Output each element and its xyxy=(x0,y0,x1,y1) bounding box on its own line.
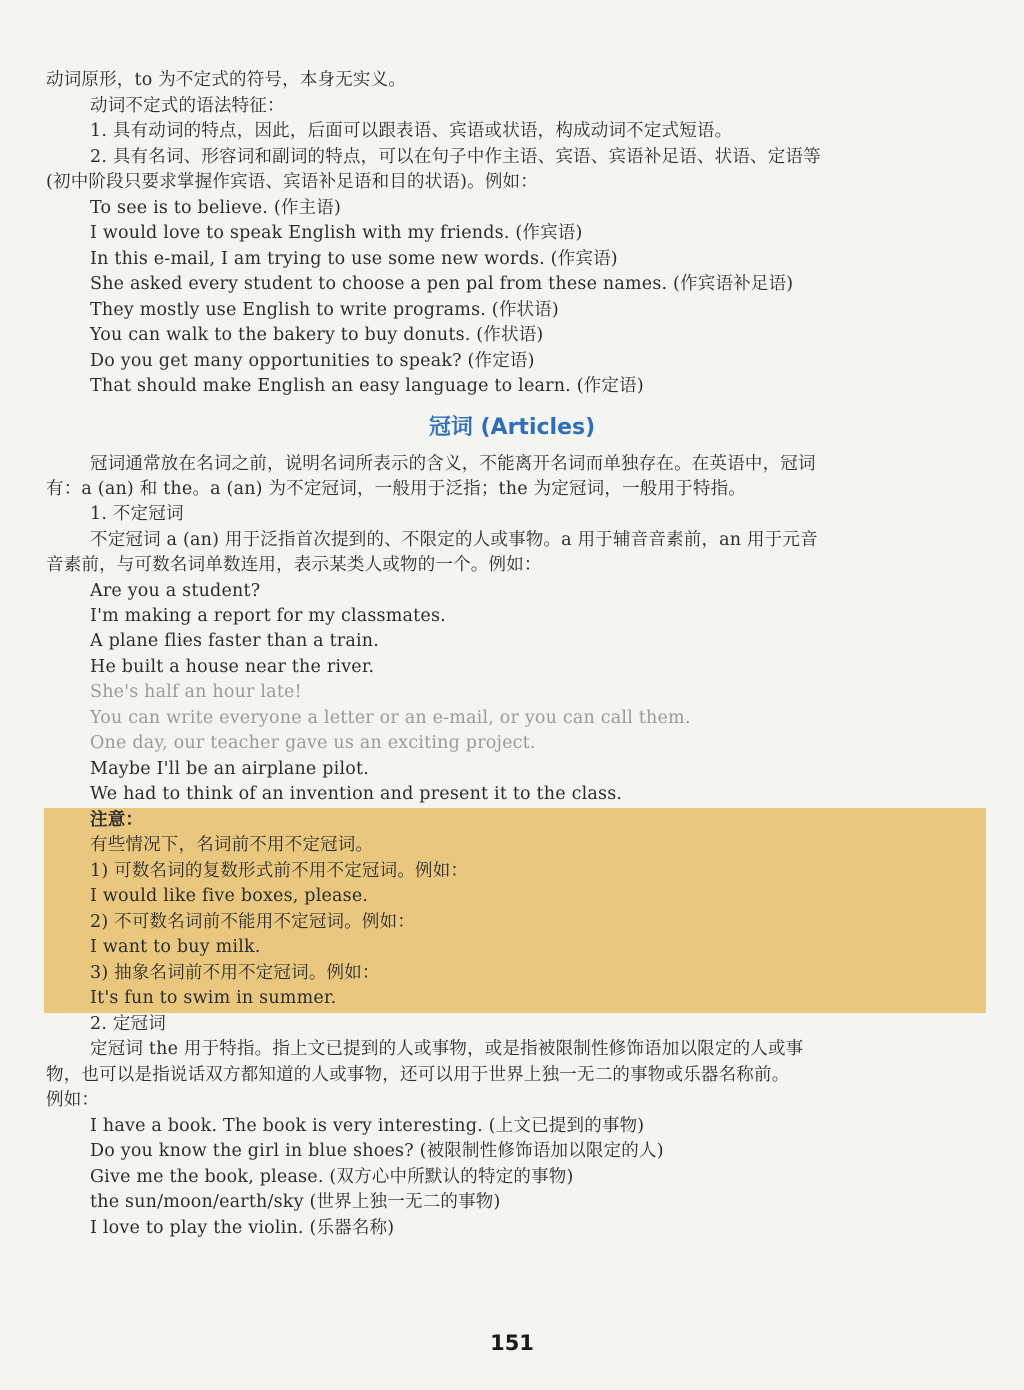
definite-example: the sun/moon/earth/sky (世界上独一无二的事物) xyxy=(90,1192,501,1212)
indefinite-example: One day, our teacher gave us an exciting project. xyxy=(90,733,536,753)
indefinite-article-desc-1: 不定冠词 a (an) 用于泛指首次提到的、不限定的人或事物。a 用于辅音音素前，an 用于元音 xyxy=(90,530,818,550)
indefinite-example: Maybe I'll be an airplane pilot. xyxy=(90,759,369,779)
indefinite-example: I'm making a report for my classmates. xyxy=(90,606,446,626)
definite-example: Do you know the girl in blue shoes? (被限制性修饰语加以限定的人) xyxy=(90,1141,664,1161)
indefinite-example: She's half an hour late! xyxy=(90,682,302,702)
definite-article-desc-3: 例如： xyxy=(46,1090,100,1110)
indefinite-article-title: 1. 不定冠词 xyxy=(90,504,184,524)
definite-article-desc-1: 定冠词 the 用于特指。指上文已提到的人或事物，或是指被限制性修饰语加以限定的人或事 xyxy=(90,1039,804,1059)
articles-intro-1: 冠词通常放在名词之前，说明名词所表示的含义，不能离开名词而单独存在。在英语中，冠词 xyxy=(90,454,816,474)
infinitive-example: They mostly use English to write programs. (作状语) xyxy=(90,300,559,320)
note-rule-3: 3) 抽象名词前不用不定冠词。例如： xyxy=(90,963,380,983)
indefinite-example: Are you a student? xyxy=(90,581,261,601)
indefinite-article-desc-2: 音素前，与可数名词单数连用，表示某类人或物的一个。例如： xyxy=(46,555,542,575)
infinitive-example: Do you get many opportunities to speak? (作定语) xyxy=(90,351,535,371)
definite-article-desc-2: 物，也可以是指说话双方都知道的人或事物，还可以用于世界上独一无二的事物或乐器名称前。 xyxy=(46,1065,790,1085)
infinitive-example: To see is to believe. (作主语) xyxy=(90,198,341,218)
note-line: 有些情况下，名词前不用不定冠词。 xyxy=(90,835,374,855)
note-rule-1: 1) 可数名词的复数形式前不用不定冠词。例如： xyxy=(90,861,469,881)
definite-example: Give me the book, please. (双方心中所默认的特定的事物) xyxy=(90,1167,574,1187)
note-example-2: I want to buy milk. xyxy=(90,937,261,957)
note-title: 注意： xyxy=(90,810,144,830)
section-heading-articles: 冠词 (Articles) xyxy=(428,415,596,440)
infinitive-example: In this e-mail, I am trying to use some new words. (作宾语) xyxy=(90,249,618,269)
intro-line-3: 1. 具有动词的特点，因此，后面可以跟表语、宾语或状语，构成动词不定式短语。 xyxy=(90,121,733,141)
intro-line-1: 动词原形，to 为不定式的符号，本身无实义。 xyxy=(46,70,407,90)
note-rule-2: 2) 不可数名词前不能用不定冠词。例如： xyxy=(90,912,416,932)
note-example-3: It's fun to swim in summer. xyxy=(90,988,337,1008)
infinitive-example: I would love to speak English with my friends. (作宾语) xyxy=(90,223,583,243)
definite-article-title: 2. 定冠词 xyxy=(90,1014,166,1034)
definite-example: I love to play the violin. (乐器名称) xyxy=(90,1218,395,1238)
indefinite-example: You can write everyone a letter or an e-mail, or you can call them. xyxy=(90,708,691,728)
definite-example: I have a book. The book is very interesting. (上文已提到的事物) xyxy=(90,1116,645,1136)
page-number: 151 xyxy=(490,1331,534,1355)
indefinite-example: He built a house near the river. xyxy=(90,657,375,677)
intro-line-5: (初中阶段只要求掌握作宾语、宾语补足语和目的状语)。例如： xyxy=(46,172,538,192)
infinitive-example: That should make English an easy language to learn. (作定语) xyxy=(90,376,644,396)
indefinite-example: We had to think of an invention and present it to the class. xyxy=(90,784,623,804)
infinitive-example: You can walk to the bakery to buy donuts. (作状语) xyxy=(90,325,544,345)
intro-line-4: 2. 具有名词、形容词和副词的特点，可以在句子中作主语、宾语、宾语补足语、状语、定语等 xyxy=(90,147,821,167)
indefinite-example: A plane flies faster than a train. xyxy=(90,631,380,651)
infinitive-example: She asked every student to choose a pen pal from these names. (作宾语补足语) xyxy=(90,274,794,294)
intro-line-2: 动词不定式的语法特征： xyxy=(90,96,285,116)
articles-intro-2: 有：a (an) 和 the。a (an) 为不定冠词，一般用于泛指；the 为定冠词，一般用于特指。 xyxy=(46,479,746,499)
note-example-1: I would like five boxes, please. xyxy=(90,886,369,906)
